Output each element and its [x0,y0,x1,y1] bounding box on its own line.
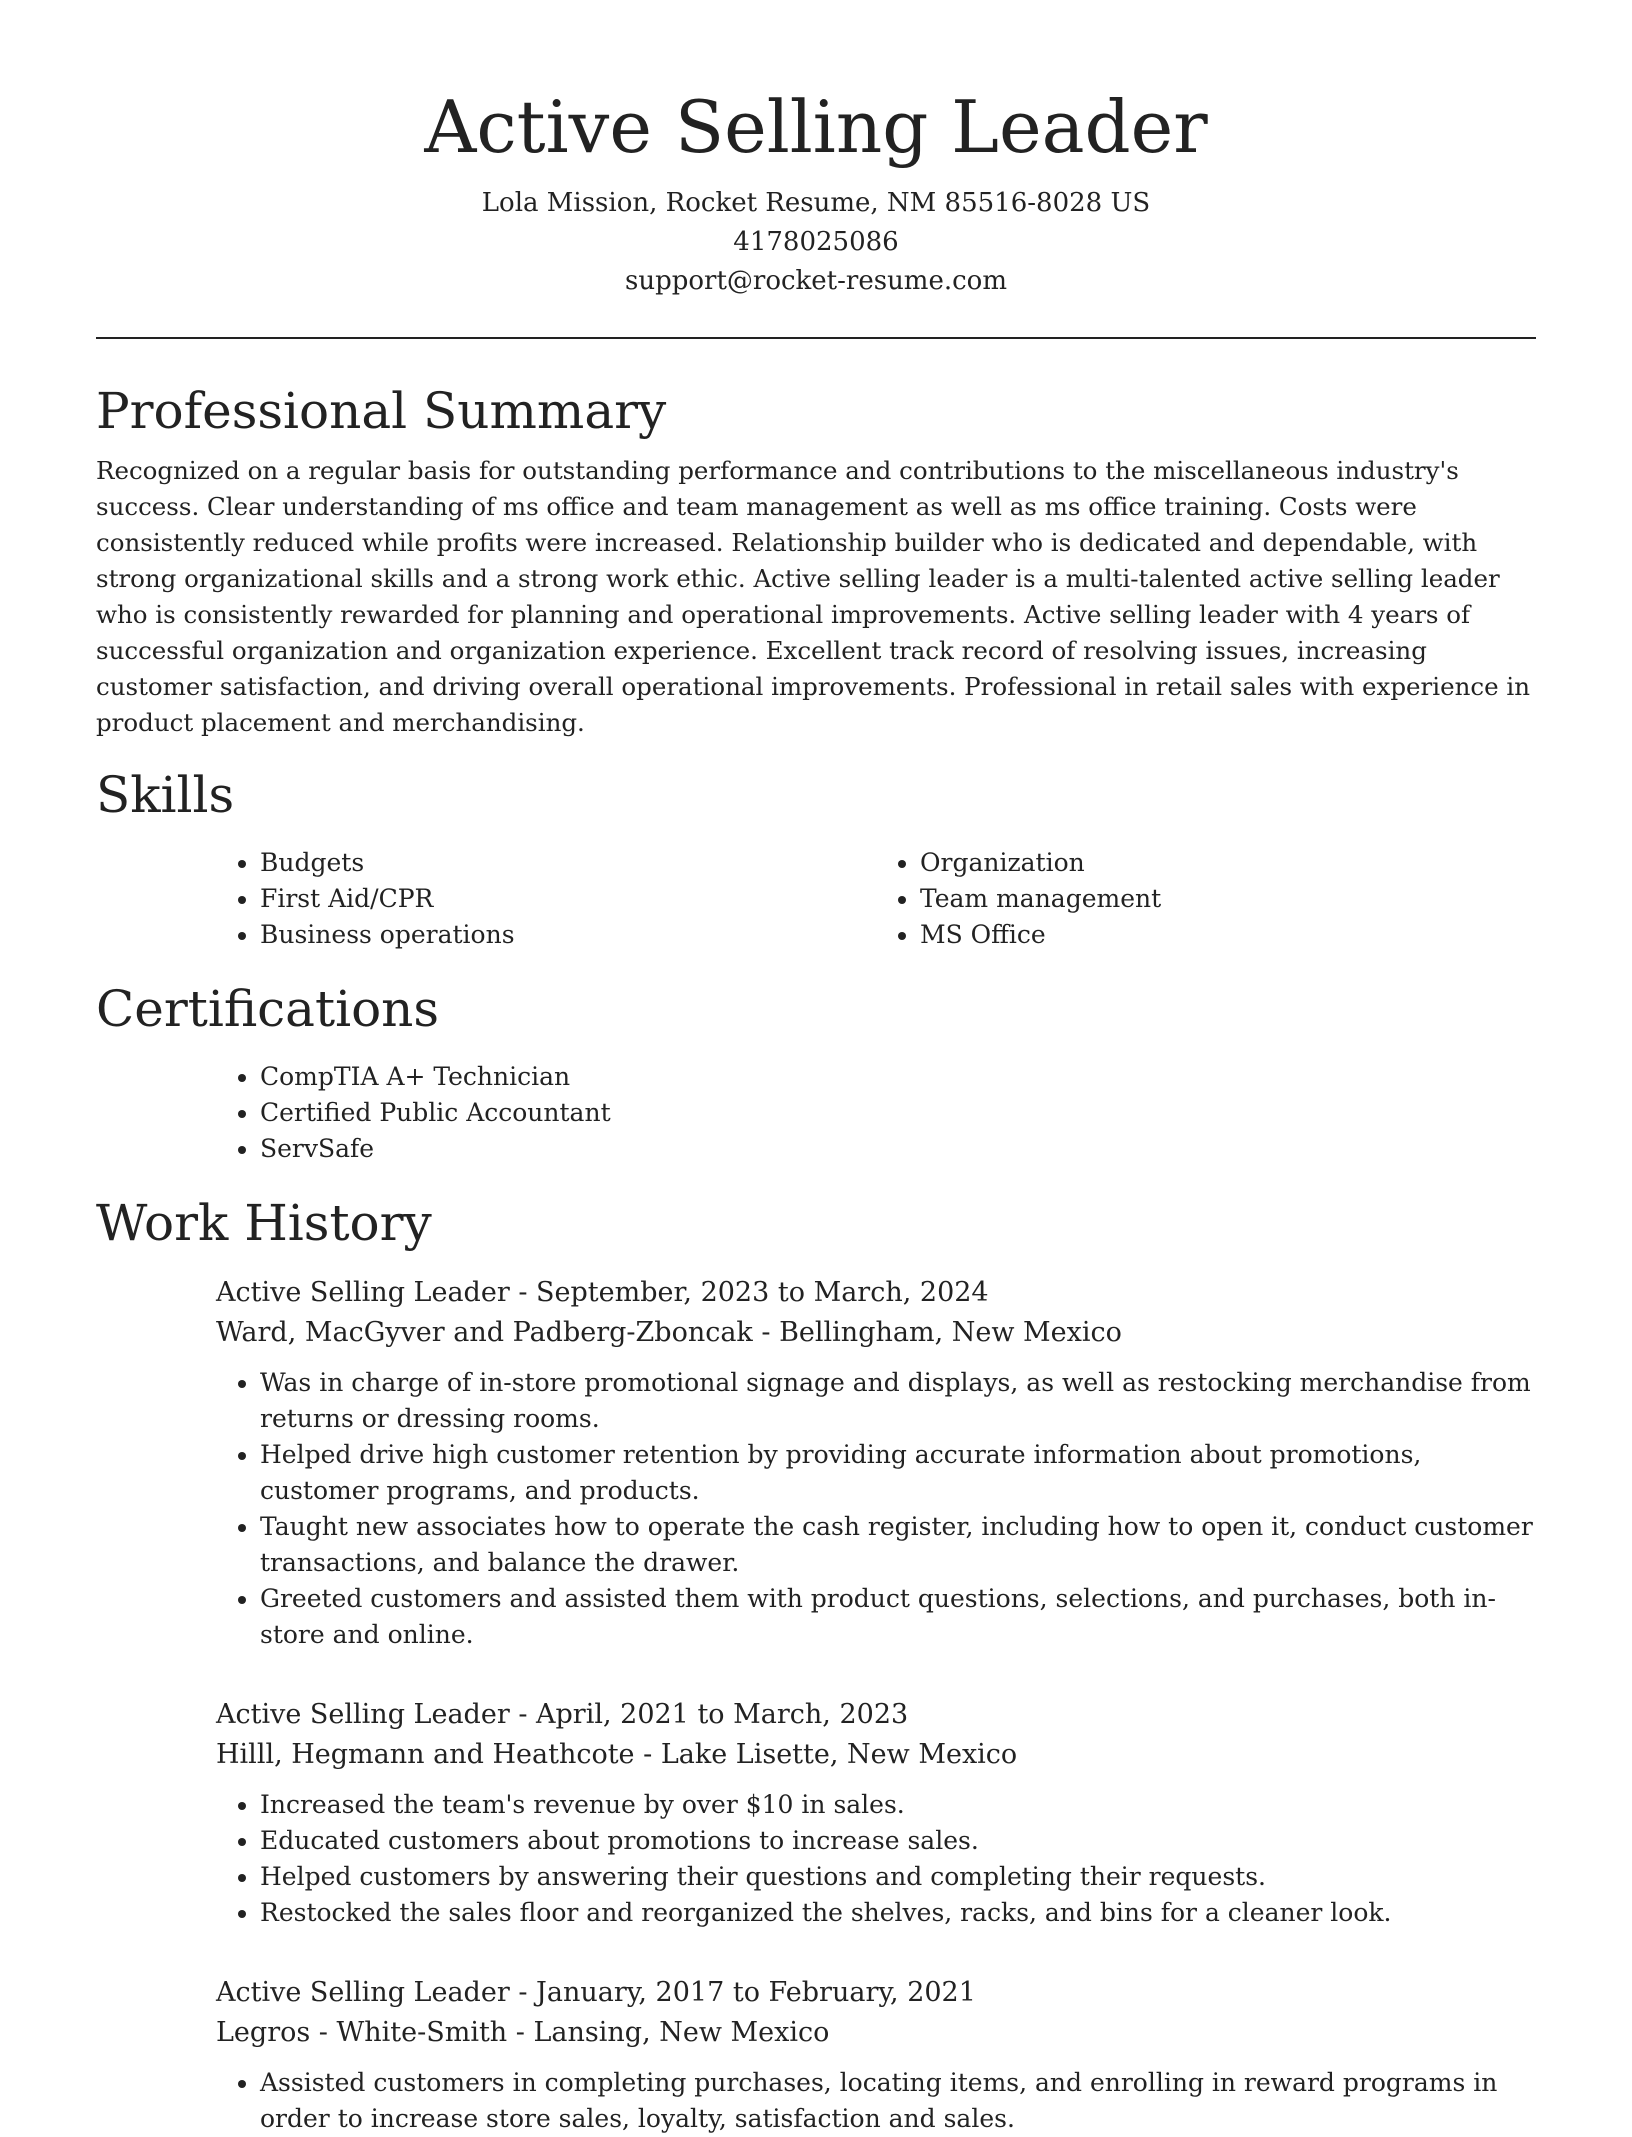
skill-item: • MS Office [920,917,1536,953]
skill-item: • First Aid/CPR [260,881,876,917]
skill-item: • Budgets [260,845,876,881]
job-company: Legros - White-Smith [216,2017,508,2048]
skills-section [96,763,1536,953]
certification-item: • ServSafe [260,1131,1536,1167]
skill-item: • Organization [920,845,1536,881]
job-bullet: • Educated customers about promotions to increase sales. [260,1823,1536,1859]
summary-text: Recognized on a regular basis for outstanding performance and contributions to the miscellaneous industry's success. Clear understanding of ms office and team management as well as ms office training. Costs were consistently reduced while profits were increased. Relationship builder who is dedicated and dependable, with strong organizational skills and a strong work ethic. Active selling leader is a multi-talented active selling leader who is consistently rewarded for planning and operational improvements. Active selling leader with 4 years of successful organization and organization experience. Excellent track record of resolving issues, increasing customer satisfaction, and driving overall operational improvements. Professional in retail sales with experience in product placement and merchandising. [96,456,1530,737]
certifications-heading: Certifications [96,980,440,1038]
job-title: Active Selling Leader [216,1699,510,1730]
job-company-line [216,1313,1536,1353]
contact-email: support@rocket-resume.com [624,266,1007,296]
resume-header [96,0,1536,301]
job-bullet: • Helped drive high customer retention by providing accurate information about promotions, customer programs, and products. [260,1437,1536,1509]
contact-info [96,184,1536,301]
contact-address: Lola Mission, Rocket Resume, NM 85516-8028 US [481,188,1151,218]
skills-list-right [876,845,1536,953]
header-divider [96,337,1536,339]
job-entry [216,1973,1536,2137]
certification-item: • Certified Public Accountant [260,1095,1536,1131]
candidate-name: Active Selling Leader [424,85,1208,169]
job-entry [216,1273,1536,1653]
job-entry [216,1695,1536,1931]
job-company-line [216,2013,1536,2053]
work-history-section [96,1191,1536,2137]
job-bullet: • Increased the team's revenue by over $10 in sales. [260,1787,1536,1823]
job-dates: - September, 2023 to March, 2024 [509,1277,989,1308]
job-title-line [216,1695,1536,1735]
job-bullet: • Assisted customers in completing purchases, locating items, and enrolling in reward programs in order to increase store sales, loyalty, satisfaction and sales. [260,2065,1536,2137]
job-bullet: • Restocked the sales floor and reorganized the shelves, racks, and bins for a cleaner look. [260,1895,1536,1931]
job-company: Hilll, Hegmann and Heathcote [216,1739,635,1770]
job-company-line [216,1735,1536,1775]
job-bullets [216,2065,1536,2137]
job-bullet: • Greeted customers and assisted them with product questions, selections, and purchases, both in-store and online. [260,1581,1536,1653]
job-title-line [216,1973,1536,2013]
job-bullet: • Was in charge of in-store promotional signage and displays, as well as restocking merchandise from returns or dressing rooms. [260,1365,1536,1437]
job-bullets [216,1787,1536,1931]
job-company: Ward, MacGyver and Padberg-Zboncak [216,1317,753,1348]
job-bullets [216,1365,1536,1653]
job-location: - Lansing, New Mexico [507,2017,830,2048]
summary-heading: Professional Summary [96,382,667,440]
contact-phone: 4178025086 [733,227,899,257]
skill-item: • Team management [920,881,1536,917]
summary-section [96,379,1536,741]
job-title: Active Selling Leader [216,1977,510,2008]
job-location: - Bellingham, New Mexico [752,1317,1122,1348]
job-dates: - April, 2021 to March, 2023 [509,1699,909,1730]
skills-heading: Skills [96,766,235,824]
job-bullet: • Taught new associates how to operate the cash register, including how to open it, conduct customer transactions, and balance the drawer. [260,1509,1536,1581]
job-location: - Lake Lisette, New Mexico [634,1739,1018,1770]
certifications-section [96,977,1536,1167]
skills-columns [216,845,1536,953]
skill-item: • Business operations [260,917,876,953]
certifications-list [216,1059,1536,1167]
resume-page [96,0,1536,2137]
certification-item: • CompTIA A+ Technician [260,1059,1536,1095]
skills-list-left [216,845,876,953]
job-bullet: • Helped customers by answering their questions and completing their requests. [260,1859,1536,1895]
work-history-heading: Work History [96,1194,432,1252]
job-dates: - January, 2017 to February, 2021 [509,1977,976,2008]
job-title: Active Selling Leader [216,1277,510,1308]
job-title-line [216,1273,1536,1313]
